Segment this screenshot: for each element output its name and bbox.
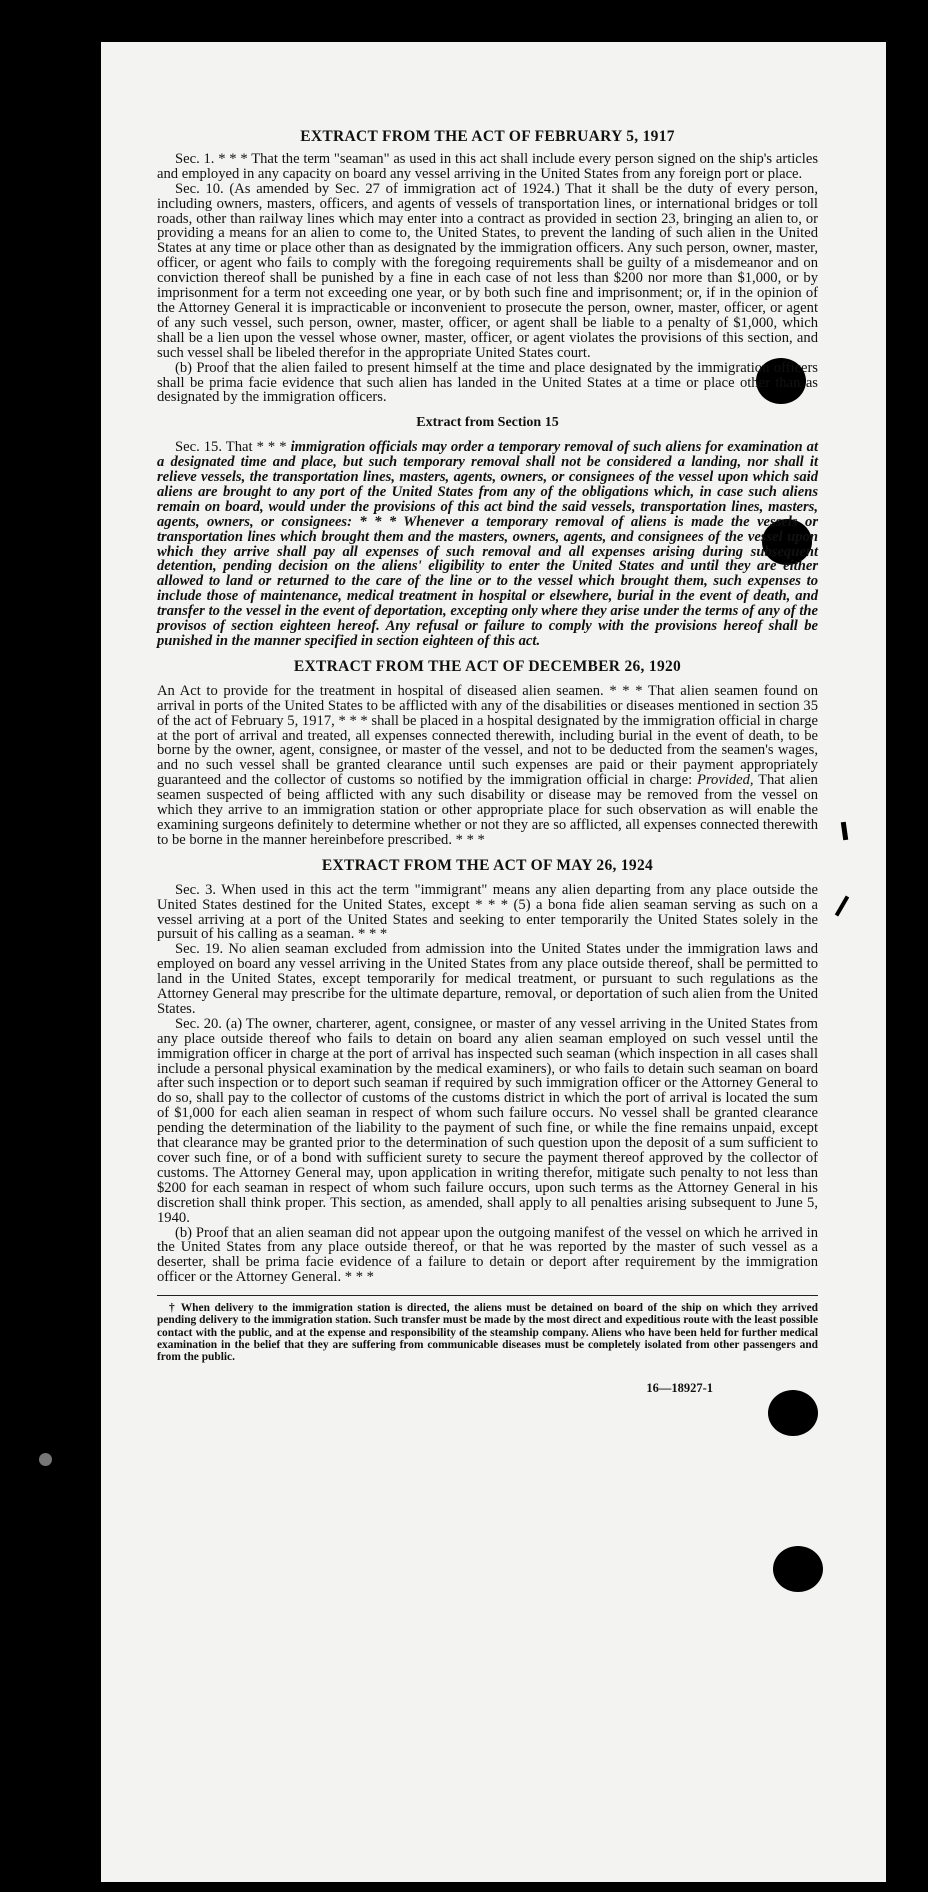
heading-act-1917: EXTRACT FROM THE ACT OF FEBRUARY 5, 1917 <box>300 128 675 145</box>
paragraph: (b) Proof that the alien failed to present himself at the time and place designated by the immigration officers shall be prima facie evidence that such alien has landed in the United States at a time or place other than as designated by the immigration officers. <box>157 359 818 406</box>
paragraph-lead: Sec. 15. That * * * <box>175 439 287 456</box>
document-text <box>157 130 818 1396</box>
paragraph: (b) Proof that an alien seaman did not appear upon the outgoing manifest of the vessel on which he arrived in the United States from any place outside thereof, or that he was reported by the master of such vessel as a deserter, shall be prima facie evidence of a failure to detain or deport after requirement by the immigration officer or the Attorney General. * * * <box>157 1224 818 1286</box>
paragraph: Sec. 20. (a) The owner, charterer, agent, consignee, or master of any vessel arriving in the United States from any place outside thereof who fails to detain on board any alien seaman employed on such vessel until the immigration officer in charge at the port of arrival has inspected such seaman (which inspection in all cases shall include a personal physical examination by the medical examiners), or who fails to detain such seaman on board after such inspection or to deport such seaman if required by such immigration officer or the Attorney General to do so, shall pay to the collector of customs of the customs district in which the port of arrival is located the sum of $1,000 for each alien seaman in respect of whom such failure occurs. No vessel shall be granted clearance pending the determination of the liability to the payment of such fine, or while the fine remains unpaid, except that clearance may be granted prior to the determination of such question upon the deposit of a sum sufficient to cover such fine, or of a bond with sufficient surety to secure the payment thereof approved by the collector of customs. The Attorney General may, upon application in writing therefor, mitigate such penalty to not less than $200 for each seaman in respect of whom such failure occurs, upon such terms as the Attorney General in his discretion shall think proper. This section, as amended, shall apply to all penalties arising subsequent to June 5, 1940. <box>157 1015 818 1226</box>
paragraph: Sec. 1. * * * That the term "seaman" as used in this act shall include every person signed on the ship's articles and employed in any capacity on board any vessel arriving in the United States from any foreign port or place. <box>157 150 818 182</box>
paragraph: Sec. 10. (As amended by Sec. 27 of immigration act of 1924.) That it shall be the duty of every person, including owners, masters, officers, and agents of vessels of transportation lines, or international bridges or toll roads, other than railway lines which may enter into a contract as provided in section 23, bringing an alien to, or providing a means for an alien to come to, the United States, to prevent the landing of such alien in the United States at any time or place other than as designated by the immigration officers. Any such person, owner, master, officer, or agent who fails to comply with the foregoing requirements shall be guilty of a misdemeanor and on conviction thereof shall be punished by a fine in each case of not less than $200 nor more than $1,000, or by imprisonment for a term not exceeding one year, or by both such fine and imprisonment; or, if in the opinion of the Attorney General it is impracticable or inconvenient to prosecute the person, owner, master, officer, or agent of any such vessel, such person, owner, master, officer, or agent shall be liable to a penalty of $1,000, which shall be a lien upon the vessel whose owner, master, officer, or agent violates the provisions of this section, and such vessel shall be libeled therefor in the appropriate United States court. <box>157 180 818 361</box>
punch-hole-3 <box>768 1390 818 1436</box>
paragraph-text: That alien seamen suspected of being afflicted with any such disability or disease may be removed from the vessel on which they arrive to an immigration station or other appropriate place for such observation as will enable the examining surgeons definitely to determine whether or not they are so afflicted, all expenses connected therewith to be borne in the manner hereinbefore prescribed. * * * <box>157 772 818 848</box>
scan-speck <box>39 1453 52 1466</box>
paragraph-text: An Act to provide for the treatment in hospital of diseased alien seamen. * * * That alien seamen found on arrival in ports of the United States to be afflicted with any of the disabilities or diseases mentioned in section 35 of the act of February 5, 1917, * * * shall be placed in a hospital designated by the immigration official in charge at the port of arrival and treated, all expenses connected therewith, including burial in the event of death, to be borne by the owner, agent, consignee, or master of the vessel, and not to be deducted from the seamen's wages, and no such vessel shall be granted clearance until such expenses are paid or their payment appropriately guaranteed and the collector of customs so notified by the immigration official in charge: <box>157 682 818 789</box>
paragraph <box>157 684 818 848</box>
heading-act-1924: EXTRACT FROM THE ACT OF MAY 26, 1924 <box>321 856 654 874</box>
paragraph: Sec. 19. No alien seaman excluded from admission into the United States under the immigration laws and employed on board any vessel arriving in the United States from any place outside thereof, shall be permitted to land in the United States, except temporarily for medical treatment, or pursuant to such regulations as the Attorney General may prescribe for the ultimate departure, removal, or deportation of such alien from the United States. <box>157 941 818 1017</box>
paragraph: Sec. 3. When used in this act the term "immigrant" means any alien departing from any place outside the United States destined for the United States, except * * * (5) a bona fide alien seaman serving as such on a vessel arriving at a port of the United States and seeking to enter temporarily the United States solely in the pursuit of his calling as a seaman. * * * <box>157 881 818 943</box>
footnote-divider <box>157 1295 818 1296</box>
heading-section-15: Extract from Section 15 <box>416 415 559 431</box>
paragraph <box>157 440 818 649</box>
form-number: 16—18927-1 <box>646 1381 713 1396</box>
footnote: † When delivery to the immigration station is directed, the aliens must be detained on board of the ship on which they arrived pending delivery to the immigration station. Such transfer must be made by the most direct and expeditious route with the least possible contact with the public, and at the expense and responsibility of the steamship company. Aliens who have been held for further medical examination in the belief that they are suffering from communicable diseases must be completely isolated from other passengers and from the public. <box>157 1302 818 1363</box>
provided-label: Provided, <box>696 772 754 789</box>
heading-act-1920: EXTRACT FROM THE ACT OF DECEMBER 26, 1920 <box>293 657 682 675</box>
punch-hole-4 <box>773 1546 823 1592</box>
paragraph-italic: immigration officials may order a temporary removal of such aliens for examination at a designated time and place, but such temporary removal shall not be considered a landing, nor shall it relieve vessels, the transportation lines, masters, agents, owners, or consignees of the vessel upon which said aliens are brought to any port of the United States from any of the obligations which, in case such aliens remain on board, would under the provisions of this act bind the said vessels, transportation lines, masters, agents, owners, or consignees: * * * Whenever a temporary removal of aliens is made the vessels or transportation lines which brought them and the masters, owners, agents, and consignees of the vessel upon which they arrive shall pay all expenses of such removal and all expenses arising during subsequent detention, pending decision on the aliens' eligibility to enter the United States and until they are either allowed to land or returned to the care of the line or to the vessel which brought them, such expenses to include those of maintenance, medical treatment in hospital or elsewhere, burial in the event of death, and transfer to the vessel in the event of deportation, excepting only where they arise under the terms of any of the provisos of section eighteen hereof. Any refusal or failure to comply with the provisions hereof shall be punished in the manner specified in section eighteen of this act. <box>157 439 818 649</box>
